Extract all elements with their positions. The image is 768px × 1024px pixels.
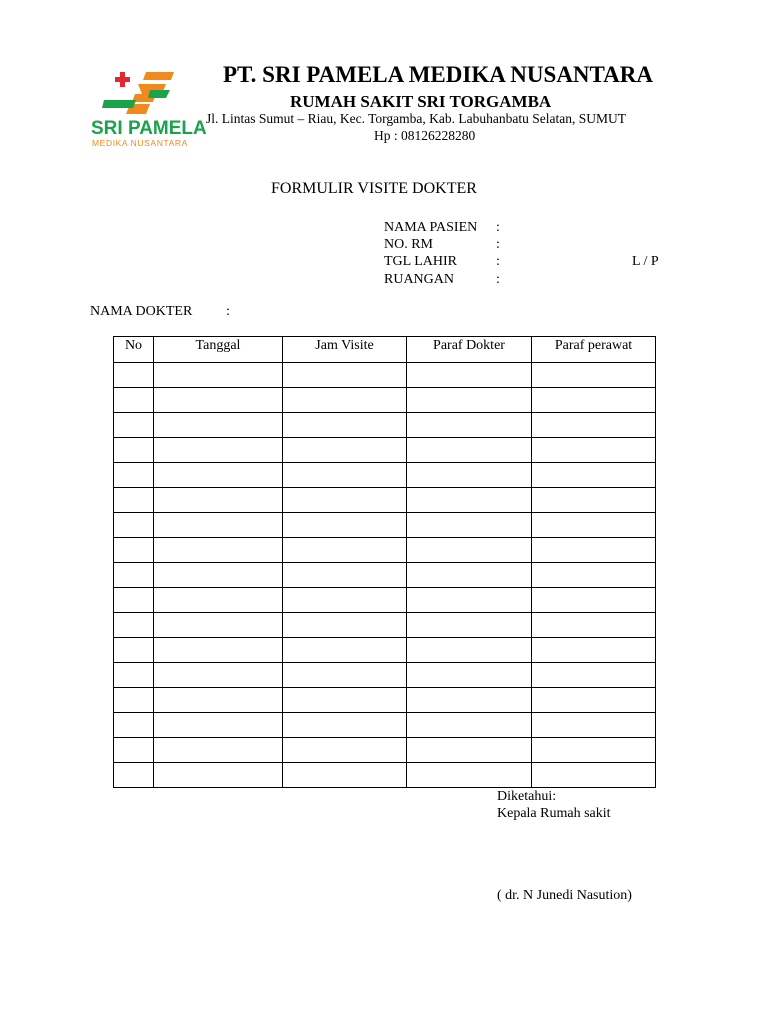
table-cell[interactable]: [283, 663, 407, 688]
table-cell[interactable]: [154, 463, 283, 488]
patient-name-colon: :: [496, 220, 500, 235]
table-row: [114, 438, 656, 463]
table-cell[interactable]: [283, 713, 407, 738]
table-cell[interactable]: [283, 513, 407, 538]
table-cell[interactable]: [407, 413, 532, 438]
hospital-phone: Hp : 08126228280: [374, 128, 476, 143]
table-cell[interactable]: [283, 538, 407, 563]
patient-name-label: NAMA PASIEN: [384, 220, 478, 235]
logo-name: SRI PAMELA: [91, 118, 207, 139]
birth-date-colon: :: [496, 254, 500, 269]
table-cell[interactable]: [114, 563, 154, 588]
table-cell[interactable]: [283, 488, 407, 513]
column-header-date: Tanggal: [154, 337, 283, 363]
signer-name: ( dr. N Junedi Nasution): [497, 888, 632, 903]
column-header-visit-time: Jam Visite: [283, 337, 407, 363]
logo-subtitle: MEDIKA NUSANTARA: [92, 138, 188, 148]
table-cell[interactable]: [532, 413, 656, 438]
table-cell[interactable]: [407, 363, 532, 388]
table-row: [114, 388, 656, 413]
table-row: [114, 488, 656, 513]
table-row: [114, 538, 656, 563]
table-cell[interactable]: [114, 438, 154, 463]
table-cell[interactable]: [532, 613, 656, 638]
table-row: [114, 413, 656, 438]
table-cell[interactable]: [154, 613, 283, 638]
hospital-title: RUMAH SAKIT SRI TORGAMBA: [290, 92, 552, 111]
table-cell[interactable]: [114, 688, 154, 713]
table-cell[interactable]: [154, 588, 283, 613]
table-cell[interactable]: [154, 663, 283, 688]
table-row: [114, 363, 656, 388]
table-cell[interactable]: [532, 638, 656, 663]
table-cell[interactable]: [154, 638, 283, 663]
table-cell[interactable]: [154, 388, 283, 413]
table-cell[interactable]: [283, 638, 407, 663]
table-cell[interactable]: [283, 563, 407, 588]
table-cell[interactable]: [532, 438, 656, 463]
table-cell[interactable]: [407, 488, 532, 513]
table-cell[interactable]: [114, 763, 154, 788]
table-cell[interactable]: [532, 563, 656, 588]
table-cell[interactable]: [114, 363, 154, 388]
birth-date-label: TGL LAHIR: [384, 254, 457, 269]
table-cell[interactable]: [114, 463, 154, 488]
table-row: [114, 513, 656, 538]
table-cell[interactable]: [283, 613, 407, 638]
table-row: [114, 563, 656, 588]
table-cell[interactable]: [407, 463, 532, 488]
table-cell[interactable]: [407, 713, 532, 738]
table-cell[interactable]: [532, 488, 656, 513]
table-row: [114, 763, 656, 788]
table-cell[interactable]: [114, 713, 154, 738]
table-cell[interactable]: [407, 438, 532, 463]
doctor-name-colon: :: [226, 304, 230, 319]
form-title: FORMULIR VISITE DOKTER: [271, 180, 477, 197]
table-cell[interactable]: [154, 488, 283, 513]
column-header-no: No: [114, 337, 154, 363]
doctor-name-label: NAMA DOKTER: [90, 304, 193, 319]
acknowledged-label: Diketahui:: [497, 789, 557, 804]
table-cell[interactable]: [154, 438, 283, 463]
table-cell[interactable]: [114, 538, 154, 563]
hospital-address: Jl. Lintas Sumut – Riau, Kec. Torgamba, Kab. Labuhanbatu Selatan, SUMUT: [206, 111, 626, 126]
table-cell[interactable]: [154, 363, 283, 388]
table-cell[interactable]: [154, 513, 283, 538]
room-colon: :: [496, 272, 500, 287]
table-cell[interactable]: [532, 763, 656, 788]
table-cell[interactable]: [114, 613, 154, 638]
table-cell[interactable]: [532, 738, 656, 763]
table-cell[interactable]: [407, 388, 532, 413]
visit-table: [113, 336, 656, 788]
table-cell[interactable]: [114, 663, 154, 688]
table-cell[interactable]: [114, 738, 154, 763]
table-cell[interactable]: [407, 513, 532, 538]
table-cell[interactable]: [154, 538, 283, 563]
table-cell[interactable]: [407, 638, 532, 663]
table-cell[interactable]: [283, 363, 407, 388]
table-row: [114, 588, 656, 613]
table-cell[interactable]: [283, 438, 407, 463]
table-row: [114, 463, 656, 488]
table-cell[interactable]: [532, 388, 656, 413]
table-cell[interactable]: [114, 488, 154, 513]
table-cell[interactable]: [283, 738, 407, 763]
table-cell[interactable]: [407, 613, 532, 638]
table-cell[interactable]: [283, 413, 407, 438]
table-cell[interactable]: [532, 588, 656, 613]
table-cell[interactable]: [154, 738, 283, 763]
column-header-nurse-initial: Paraf perawat: [532, 337, 656, 363]
room-label: RUANGAN: [384, 272, 454, 287]
table-cell[interactable]: [283, 388, 407, 413]
table-row: [114, 613, 656, 638]
table-cell[interactable]: [532, 713, 656, 738]
table-cell[interactable]: [114, 388, 154, 413]
table-cell[interactable]: [407, 763, 532, 788]
medical-record-label: NO. RM: [384, 237, 434, 252]
table-cell[interactable]: [114, 513, 154, 538]
table-cell[interactable]: [407, 688, 532, 713]
signer-role: Kepala Rumah sakit: [497, 806, 611, 821]
visit-table-body: [114, 363, 656, 788]
table-cell[interactable]: [407, 588, 532, 613]
table-header-row: [114, 337, 656, 363]
table-row: [114, 713, 656, 738]
gender-option: L / P: [632, 254, 659, 269]
table-cell[interactable]: [283, 688, 407, 713]
table-cell[interactable]: [114, 638, 154, 663]
organization-title: PT. SRI PAMELA MEDIKA NUSANTARA: [223, 62, 654, 87]
table-cell[interactable]: [532, 513, 656, 538]
table-row: [114, 638, 656, 663]
table-cell[interactable]: [154, 763, 283, 788]
column-header-doctor-initial: Paraf Dokter: [407, 337, 532, 363]
table-cell[interactable]: [532, 363, 656, 388]
table-cell[interactable]: [154, 563, 283, 588]
table-cell[interactable]: [114, 413, 154, 438]
medical-record-colon: :: [496, 237, 500, 252]
table-cell[interactable]: [154, 413, 283, 438]
table-row: [114, 663, 656, 688]
table-cell[interactable]: [154, 713, 283, 738]
table-cell[interactable]: [283, 463, 407, 488]
table-row: [114, 738, 656, 763]
table-cell[interactable]: [283, 763, 407, 788]
table-cell[interactable]: [154, 688, 283, 713]
table-cell[interactable]: [407, 663, 532, 688]
table-cell[interactable]: [407, 563, 532, 588]
table-cell[interactable]: [532, 463, 656, 488]
table-cell[interactable]: [532, 663, 656, 688]
table-row: [114, 688, 656, 713]
table-cell[interactable]: [407, 738, 532, 763]
table-cell[interactable]: [532, 688, 656, 713]
table-cell[interactable]: [407, 538, 532, 563]
table-cell[interactable]: [283, 588, 407, 613]
table-cell[interactable]: [532, 538, 656, 563]
table-cell[interactable]: [114, 588, 154, 613]
